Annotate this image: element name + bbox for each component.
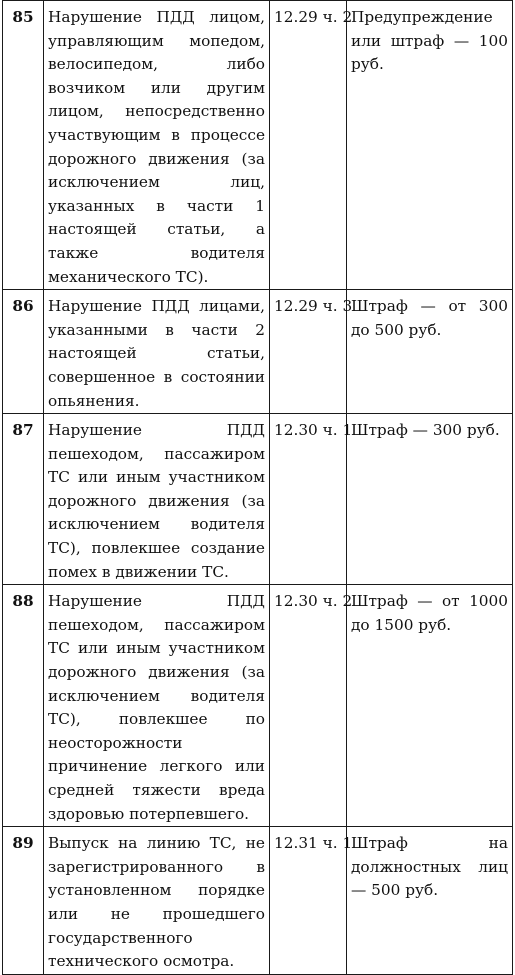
code-article: 12.29 ч. 3 xyxy=(270,290,347,414)
table-row xyxy=(3,290,513,414)
violation-description: Нарушение ПДД лицами, указанными в части 2 настоящей статьи, совершенное в состоянии опьянения. xyxy=(44,290,270,414)
code-article: 12.31 ч. 1 xyxy=(270,827,347,975)
penalty-text: Штраф на должностных лиц — 500 руб. xyxy=(347,827,513,975)
row-number: 89 xyxy=(3,827,44,975)
violation-description: Выпуск на линию ТС, не зарегистрированного в установленном порядке или не прошедшего государственного технического осмотра. xyxy=(44,827,270,975)
penalty-text: Штраф — 300 руб. xyxy=(347,414,513,585)
fines-table-body xyxy=(3,1,513,975)
fines-table xyxy=(2,0,513,975)
penalty-text: Штраф — от 1000 до 1500 руб. xyxy=(347,585,513,827)
violation-description: Нарушение ПДД пешеходом, пассажиром ТС или иным участником дорожного движения (за исключением водителя ТС), повлекшее создание помех в движении ТС. xyxy=(44,414,270,585)
violation-description: Нарушение ПДД пешеходом, пассажиром ТС или иным участником дорожного движения (за исключением водителя ТС), повлекшее по неосторожности причинение легкого или средней тяжести вреда здоровью потерпевшего. xyxy=(44,585,270,827)
row-number: 88 xyxy=(3,585,44,827)
table-row xyxy=(3,414,513,585)
penalty-text: Предупреждение или штраф — 100 руб. xyxy=(347,1,513,290)
table-row xyxy=(3,585,513,827)
table-row xyxy=(3,1,513,290)
code-article: 12.30 ч. 1 xyxy=(270,414,347,585)
violation-description: Нарушение ПДД лицом, управляющим мопедом, велосипедом, либо возчиком или другим лицом, непосредственно участвующим в процессе дорожного движения (за исключением лиц, указанных в части 1 настоящей статьи, а также водителя механического ТС). xyxy=(44,1,270,290)
row-number: 86 xyxy=(3,290,44,414)
row-number: 85 xyxy=(3,1,44,290)
code-article: 12.30 ч. 2 xyxy=(270,585,347,827)
row-number: 87 xyxy=(3,414,44,585)
table-row xyxy=(3,827,513,975)
code-article: 12.29 ч. 2 xyxy=(270,1,347,290)
penalty-text: Штраф — от 300 до 500 руб. xyxy=(347,290,513,414)
